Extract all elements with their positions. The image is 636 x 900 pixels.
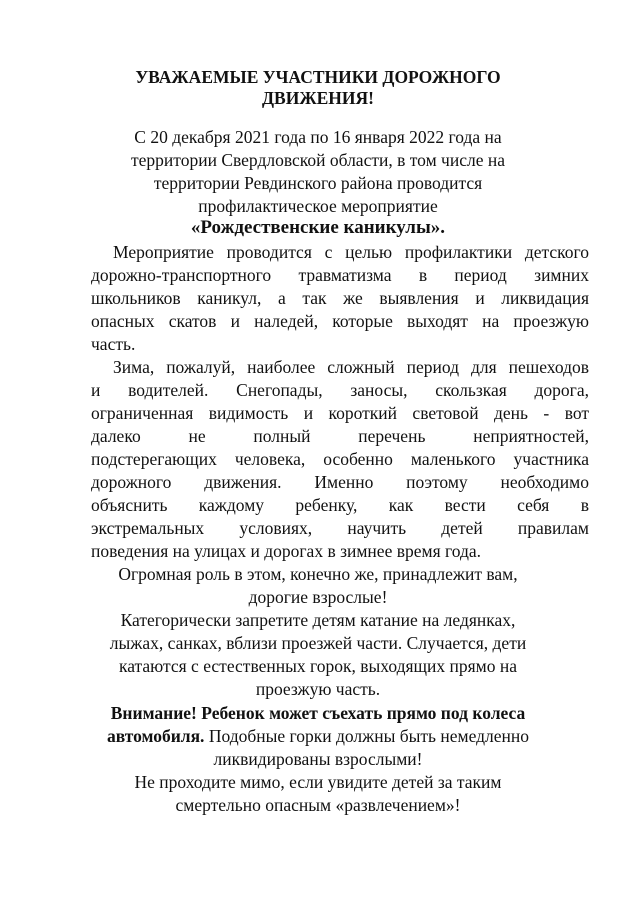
paragraph-1-line: Мероприятие проводится с целью профилактики детского	[113, 242, 589, 262]
warning-line-1: Внимание! Ребенок может съехать прямо под колеса	[110, 703, 526, 723]
paragraph-1-line: опасных скатов и наледей, которые выходят на проезжую	[91, 311, 589, 331]
intro-line: территории Свердловской области, в том числе на	[131, 150, 505, 170]
paragraph-2-line: подстерегающих человека, особенно маленького участника	[91, 449, 589, 469]
document-title-line-2: ДВИЖЕНИЯ!	[262, 88, 374, 108]
paragraph-2-line: объяснить каждому ребенку, как вести себя в	[91, 495, 589, 515]
paragraph-1-line: дорожно-транспортного травматизма в период зимних	[91, 265, 589, 285]
paragraph-4-line: Категорически запретите детям катание на ледянках,	[120, 610, 516, 630]
paragraph-2-line: ограниченная видимость и короткий световой день - вот	[91, 403, 589, 423]
intro-line: территории Ревдинского района проводится	[153, 173, 483, 193]
paragraph-2-line: поведения на улицах и дорогах в зимнее время года.	[91, 541, 482, 561]
paragraph-1-line: школьников каникул, а так же выявления и ликвидация	[91, 288, 589, 308]
paragraph-4-line: катаются с естественных горок, выходящих прямо на	[118, 656, 517, 676]
intro-line: С 20 декабря 2021 года по 16 января 2022 года на	[134, 127, 502, 147]
paragraph-3-line: дорогие взрослые!	[248, 587, 388, 607]
event-name: «Рождественские каникулы».	[190, 217, 446, 238]
paragraph-2-line: дорожного движения. Именно поэтому необходимо	[91, 472, 589, 492]
paragraph-4-line: проезжую часть.	[255, 679, 381, 699]
warning-line-3: ликвидированы взрослыми!	[213, 749, 423, 769]
paragraph-2-line: далеко не полный перечень неприятностей,	[91, 426, 589, 446]
paragraph-3-line: Огромная роль в этом, конечно же, принадлежит вам,	[118, 564, 518, 584]
warning-line-2-rest: Подобные горки должны быть немедленно	[204, 726, 530, 746]
document-title-line-1: УВАЖАЕМЫЕ УЧАСТНИКИ ДОРОЖНОГО	[135, 67, 501, 87]
intro-line: профилактическое мероприятие	[198, 196, 438, 216]
paragraph-2-line: и водителей. Снегопады, заносы, скользкая дорога,	[91, 380, 589, 400]
paragraph-4-line: лыжах, санках, вблизи проезжей части. Случается, дети	[109, 633, 527, 653]
paragraph-2-line: Зима, пожалуй, наиболее сложный период для пешеходов	[113, 357, 589, 377]
paragraph-2-line: экстремальных условиях, научить детей правилам	[91, 518, 589, 538]
closing-line: Не проходите мимо, если увидите детей за таким	[134, 772, 502, 792]
paragraph-1-line: часть.	[91, 334, 136, 354]
closing-line: смертельно опасным «развлечением»!	[175, 795, 461, 815]
warning-bold-word: автомобиля.	[106, 726, 205, 746]
warning-line-2	[60, 726, 576, 747]
